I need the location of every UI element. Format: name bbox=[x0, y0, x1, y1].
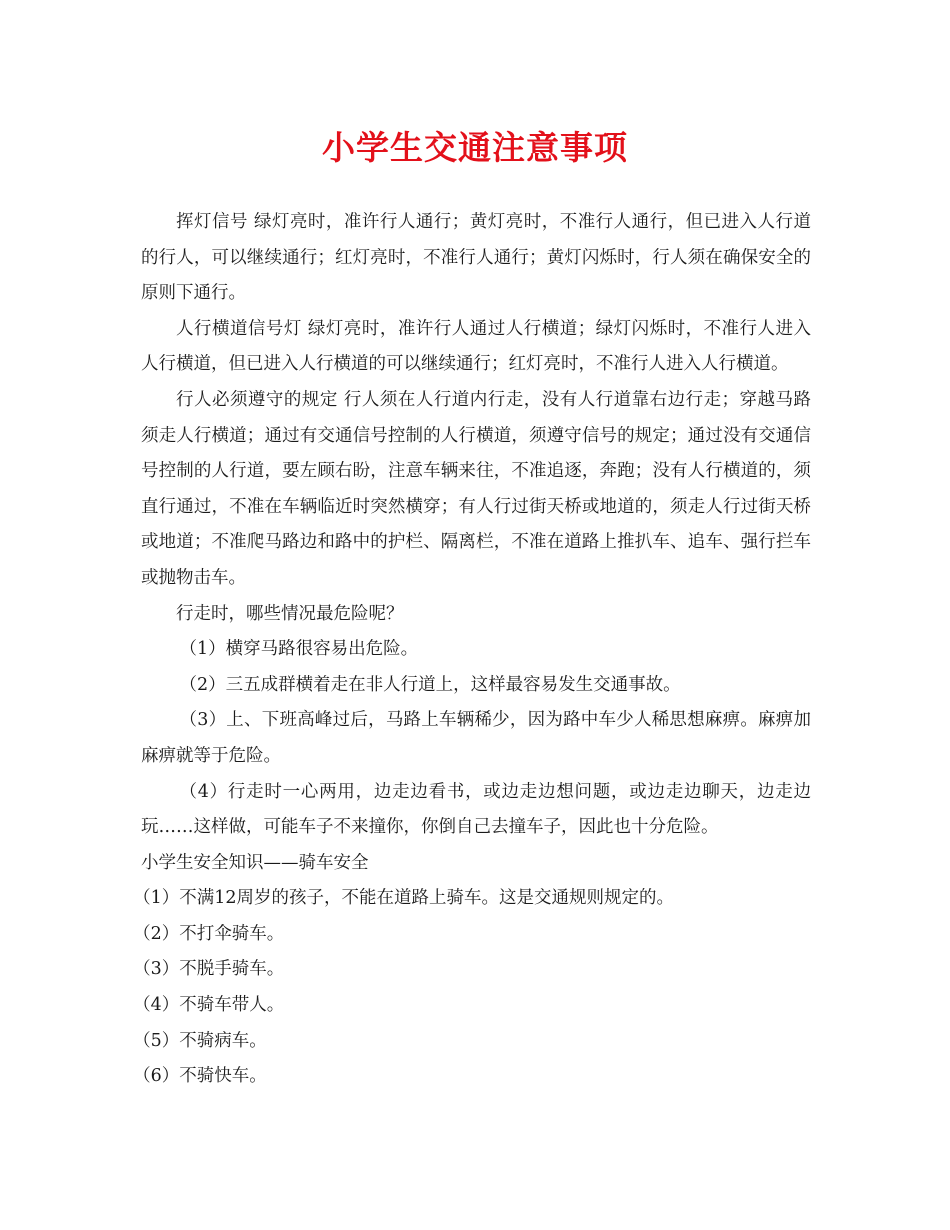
list-item-bike-1: （1）不满12周岁的孩子，不能在道路上骑车。这是交通规则规定的。 bbox=[133, 888, 675, 909]
list-item-bike-5: （5）不骑病车。 bbox=[133, 1030, 267, 1051]
section-heading-bike-safety: 小学生安全知识——骑车安全 bbox=[141, 852, 369, 873]
document-body bbox=[133, 205, 811, 1095]
list-item-bike-2: （2）不打伞骑车。 bbox=[133, 923, 285, 944]
list-item-bike-4: （4）不骑车带人。 bbox=[133, 995, 285, 1016]
list-item-bike-6: （6）不骑快车。 bbox=[133, 1066, 267, 1087]
list-item-bike-3: （3）不脱手骑车。 bbox=[133, 959, 285, 980]
list-item-danger-2: （2）三五成群横着走在非人行道上，这样最容易发生交通事故。 bbox=[179, 674, 681, 695]
list-item-danger-1: （1）横穿马路很容易出危险。 bbox=[179, 639, 419, 660]
paragraph-signal-lights: 挥灯信号 绿灯亮时，准许行人通行；黄灯亮时，不准行人通行，但已进入人行道的行人，可以继续通行；红灯亮时，不准行人通行；黄灯闪烁时，行人须在确保安全的原则下通行。 bbox=[141, 212, 811, 304]
paragraph-danger-question: 行走时，哪些情况最危险呢？ bbox=[176, 603, 404, 624]
paragraph-pedestrian-rules: 行人必须遵守的规定 行人须在人行道内行走，没有人行道靠右边行走；穿越马路须走人行横道；通过有交通信号控制的人行横道，须遵守信号的规定；通过没有交通信号控制的人行道，要左顾右盼，注意车辆来往，不准追逐，奔跑；没有人行横道的，须直行通过，不准在车辆临近时突然横穿；有人行过街天桥或地道的，须走人行过街天桥或地道；不准爬马路边和路中的护栏、隔离栏，不准在道路上推扒车、追车、强行拦车或抛物击车。 bbox=[141, 389, 811, 588]
list-item-danger-4: （4）行走时一心两用，边走边看书，或边走边想问题，或边走边聊天，边走边玩……这样做，可能车子不来撞你，你倒自己去撞车子，因此也十分危险。 bbox=[141, 781, 811, 838]
document-title: 小学生交通注意事项 bbox=[322, 128, 628, 167]
paragraph-crosswalk-signal: 人行横道信号灯 绿灯亮时，准许行人通过人行横道；绿灯闪烁时，不准行人进入人行横道，但已进入人行横道的可以继续通行；红灯亮时，不准行人进入人行横道。 bbox=[141, 318, 811, 375]
list-item-danger-3: （3）上、下班高峰过后，马路上车辆稀少，因为路中车少人稀思想麻痹。麻痹加麻痹就等于危险。 bbox=[141, 710, 811, 766]
